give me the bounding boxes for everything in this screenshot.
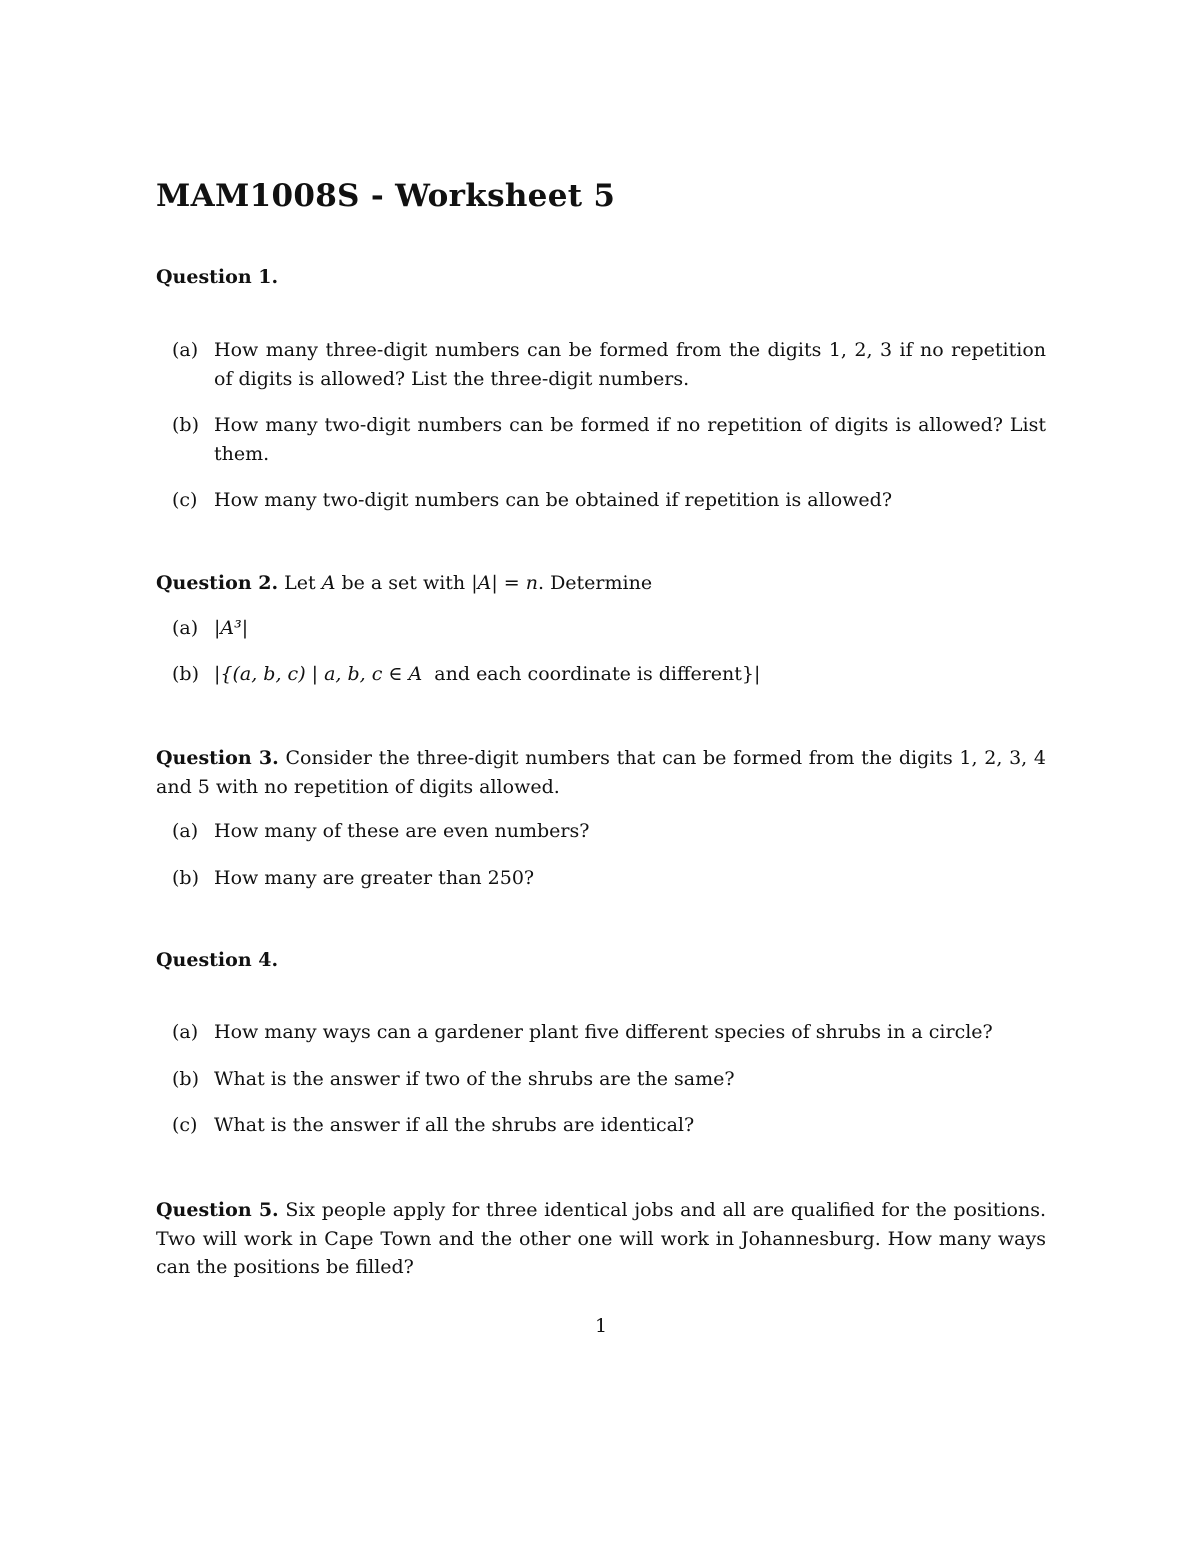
question-4-part-a <box>156 1018 1046 1047</box>
part-text: What is the answer if two of the shrubs are the same? <box>214 1067 735 1090</box>
question-1-part-b <box>156 411 1046 468</box>
part-text: How many ways can a gardener plant five different species of shrubs in a circle? <box>214 1021 993 1043</box>
document-title: MAM1008S - Worksheet 5 <box>156 178 616 214</box>
question-3 <box>156 744 1046 892</box>
part-label: (a) <box>172 616 199 639</box>
part-text: What is the answer if all the shrubs are identical? <box>214 1114 695 1136</box>
question-3-intro <box>156 744 1046 801</box>
question-1 <box>156 263 1046 292</box>
part-label: (b) <box>172 1067 199 1090</box>
part-label: (b) <box>172 663 199 685</box>
question-3-text: Consider the three-digit numbers that can be formed from the digits 1, 2, 3, 4 and 5 with no repetition of digits allowed. <box>156 747 1046 798</box>
question-4-heading: Question 4. <box>156 949 279 971</box>
question-2-part-a <box>156 614 1046 643</box>
part-label: (a) <box>172 820 199 842</box>
part-text: How many two-digit numbers can be obtained if repetition is allowed? <box>214 489 893 511</box>
question-2-cardinality: |A| = n <box>471 572 538 594</box>
question-4 <box>156 946 1046 975</box>
question-2 <box>156 569 1046 689</box>
part-text: How many two-digit numbers can be formed if no repetition of digits is allowed? List them. <box>214 414 1046 465</box>
question-2-intro <box>156 569 1046 598</box>
part-label: (a) <box>172 1021 199 1043</box>
question-2-text-1: Let <box>284 572 316 594</box>
part-expression-condition: and each coordinate is different}| <box>434 663 761 685</box>
page-number: 1 <box>594 1315 608 1337</box>
question-5-body <box>156 1196 1046 1282</box>
part-label: (a) <box>172 339 199 361</box>
part-label: (b) <box>172 866 199 889</box>
question-5 <box>156 1196 1046 1282</box>
question-3-part-a <box>156 817 1046 846</box>
part-expression-set: |{(a, b, c) | a, b, c ∈ A <box>214 663 423 685</box>
question-2-text-3: . Determine <box>537 572 653 594</box>
question-3-part-b <box>156 864 1046 893</box>
question-2-text-2: be a set with <box>341 572 466 594</box>
question-1-heading: Question 1. <box>156 266 279 288</box>
part-text: How many are greater than 250? <box>214 866 535 889</box>
part-text: How many of these are even numbers? <box>214 820 590 842</box>
part-label: (b) <box>172 414 199 436</box>
question-2-part-b <box>156 660 1046 689</box>
question-4-part-c <box>156 1111 1046 1140</box>
question-5-text: Six people apply for three identical jobs and all are qualified for the positions. Two will work in Cape Town and the other one will work in Johannesburg. How many ways can the positions be filled? <box>156 1199 1046 1278</box>
part-label: (c) <box>172 1114 198 1136</box>
question-1-parts <box>156 336 1046 515</box>
question-5-heading: Question 5. <box>156 1199 279 1221</box>
question-1-part-c <box>156 486 1046 515</box>
part-expression: |A³| <box>214 616 249 639</box>
question-2-heading: Question 2. <box>156 572 279 594</box>
question-4-part-b <box>156 1065 1046 1094</box>
question-1-part-a <box>156 336 1046 393</box>
worksheet-page <box>156 0 1046 1553</box>
question-2-var-a: A <box>321 572 336 594</box>
question-4-parts <box>156 1018 1046 1140</box>
part-text: How many three-digit numbers can be formed from the digits 1, 2, 3 if no repetition of digits is allowed? List the three-digit numbers. <box>214 339 1046 390</box>
part-label: (c) <box>172 489 198 511</box>
question-3-heading: Question 3. <box>156 747 279 769</box>
